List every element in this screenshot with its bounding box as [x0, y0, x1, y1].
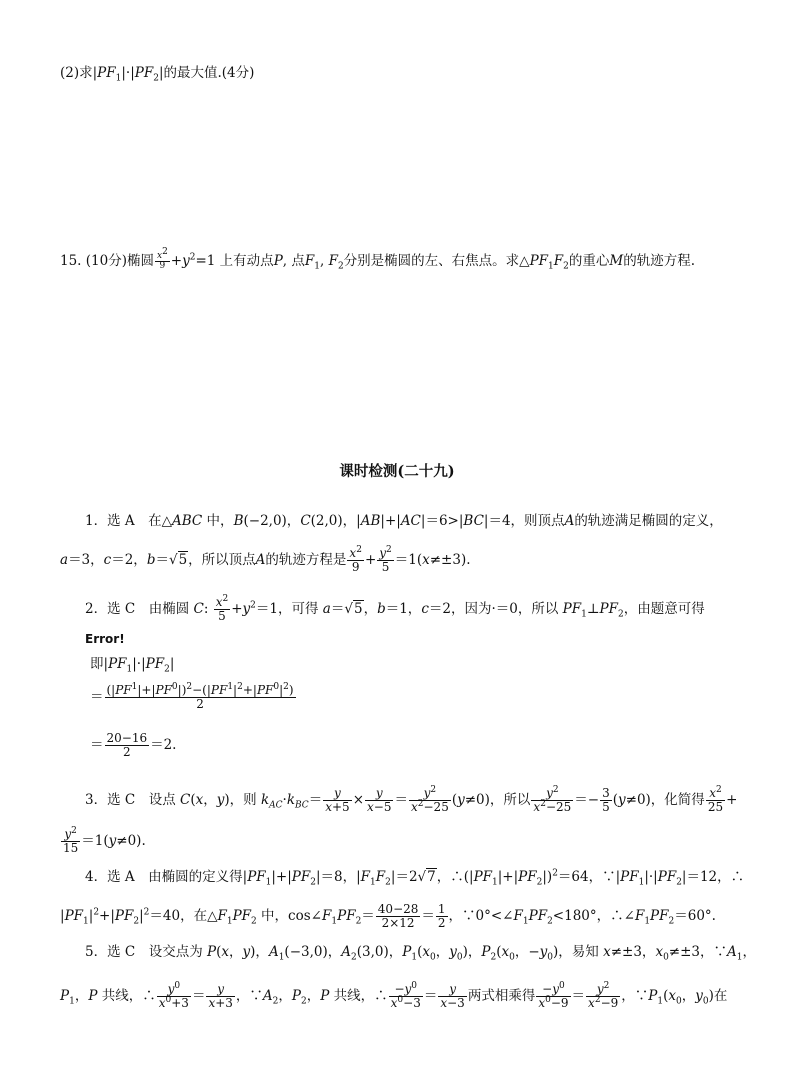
answer-2-line-1: 2．选 C 由椭圆 C: $\frac{x^2}{5}$ $+y^2=1$，可得 a＝√5，b＝1，c＝2，因为·＝0，所以 $PF_1\perp PF_2$，由题意可得	[85, 594, 705, 623]
answer-5-line-1: 5．选 C 设交点为 P(x，y)，$A_1(-3,0)$，$A_2(3,0)$，$P_1(x_0$，$y_0$)，$P_2(x_0$，$-y_0$)，易知 x≠±3，$x_0\ne\pm 3$，$\because A_1$，	[85, 944, 756, 963]
answer-5-line-2: $P_1$，P 共线，∴ $\frac{y^0}{x^0+3}$ ＝ $\frac{y}{x+3}$ ，$\because A_2$，$P_2$，P 共线，∴ $\frac{-y^0}{x^0-3}$ ＝ $\frac{y}{x-3}$ 两式相乘得 $\frac{-y^0}{x^0-9}$ ＝ $\frac{y^2}{x^2-9}$ ，$\because P_1(x_0$，$y_0$)在	[60, 981, 728, 1010]
answer-4-line-2: $|PF_1|^2+|PF_2|^2=40$，在$\triangle F_1PF_2$ 中，$\cos\angle F_1PF_2=$ $\frac{40-28}{2\times 12}$ ＝ $\frac{1}{2}$ ，$\because 0^\circ<\angle F_1PF_2<180^\circ$，$\therefore\angle F_1PF_2=60^\circ$.	[60, 902, 716, 930]
section-title: 课时检测(二十九)	[339, 463, 455, 480]
answer-4-line-1: 4．选 A 由椭圆的定义得$|PF_1|+|PF_2|=8$，$|F_1F_2|=2√7$，$\therefore(|PF_1|+|PF_2|)^2=64$，$\because|PF_1|\cdot|PF_2|=12$，∴	[85, 868, 745, 888]
answer-2-step-3: ＝ $\frac{20-16}{2}$ ＝2.	[90, 731, 177, 759]
answer-2-step-2: ＝ $\frac{(|PF^1|+|PF^0|)^2-(|PF^1|^2+|PF^0|^2)}{2}$	[90, 682, 294, 711]
answer-3-line-2: $\frac{y^2}{15}$ ＝1(y≠0).	[63, 826, 146, 855]
question-14-part-2: (2)求$|PF_1|\cdot|PF_2|$的最大值.(4分)	[60, 65, 255, 84]
answer-3-line-1: 3．选 C 设点 C(x，y)，则 $k_{AC}\cdot k_{BC}=$ $\frac{y}{x+5}$ × $\frac{y}{x-5}$ ＝ $\frac{y^2}{x^2-25}$ (y≠0)，所以 $\frac{y^2}{x^2-25}$ ＝− $\frac{3}{5}$ (y≠0)，化简得 $\frac{x^2}{25}$ +	[85, 785, 738, 814]
answer-1-line-2: a＝3，c＝2，b＝√5，所以顶点A的轨迹方程是 $\frac{x^2}{9}$ + $\frac{y^2}{5}$ ＝1(x≠±3).	[60, 545, 471, 574]
question-15: 15. (10分)椭圆 $\frac{x^2}{9}$ $+y^2=1$ 上有动点P, 点$F_1$, $F_2$分别是椭圆的左、右焦点。求$\triangle PF_1F_2$的重心M的轨迹方程.	[60, 247, 695, 272]
answer-2-step-1: 即$|PF_1|\cdot|PF_2|$	[90, 656, 175, 675]
answer-1-line-1: 1．选 A 在△ABC 中，B(−2,0)，C(2,0)，|AB|+|AC|＝6>|BC|＝4，则顶点A的轨迹满足椭圆的定义，	[85, 513, 723, 529]
error-text: Error!	[85, 632, 125, 646]
